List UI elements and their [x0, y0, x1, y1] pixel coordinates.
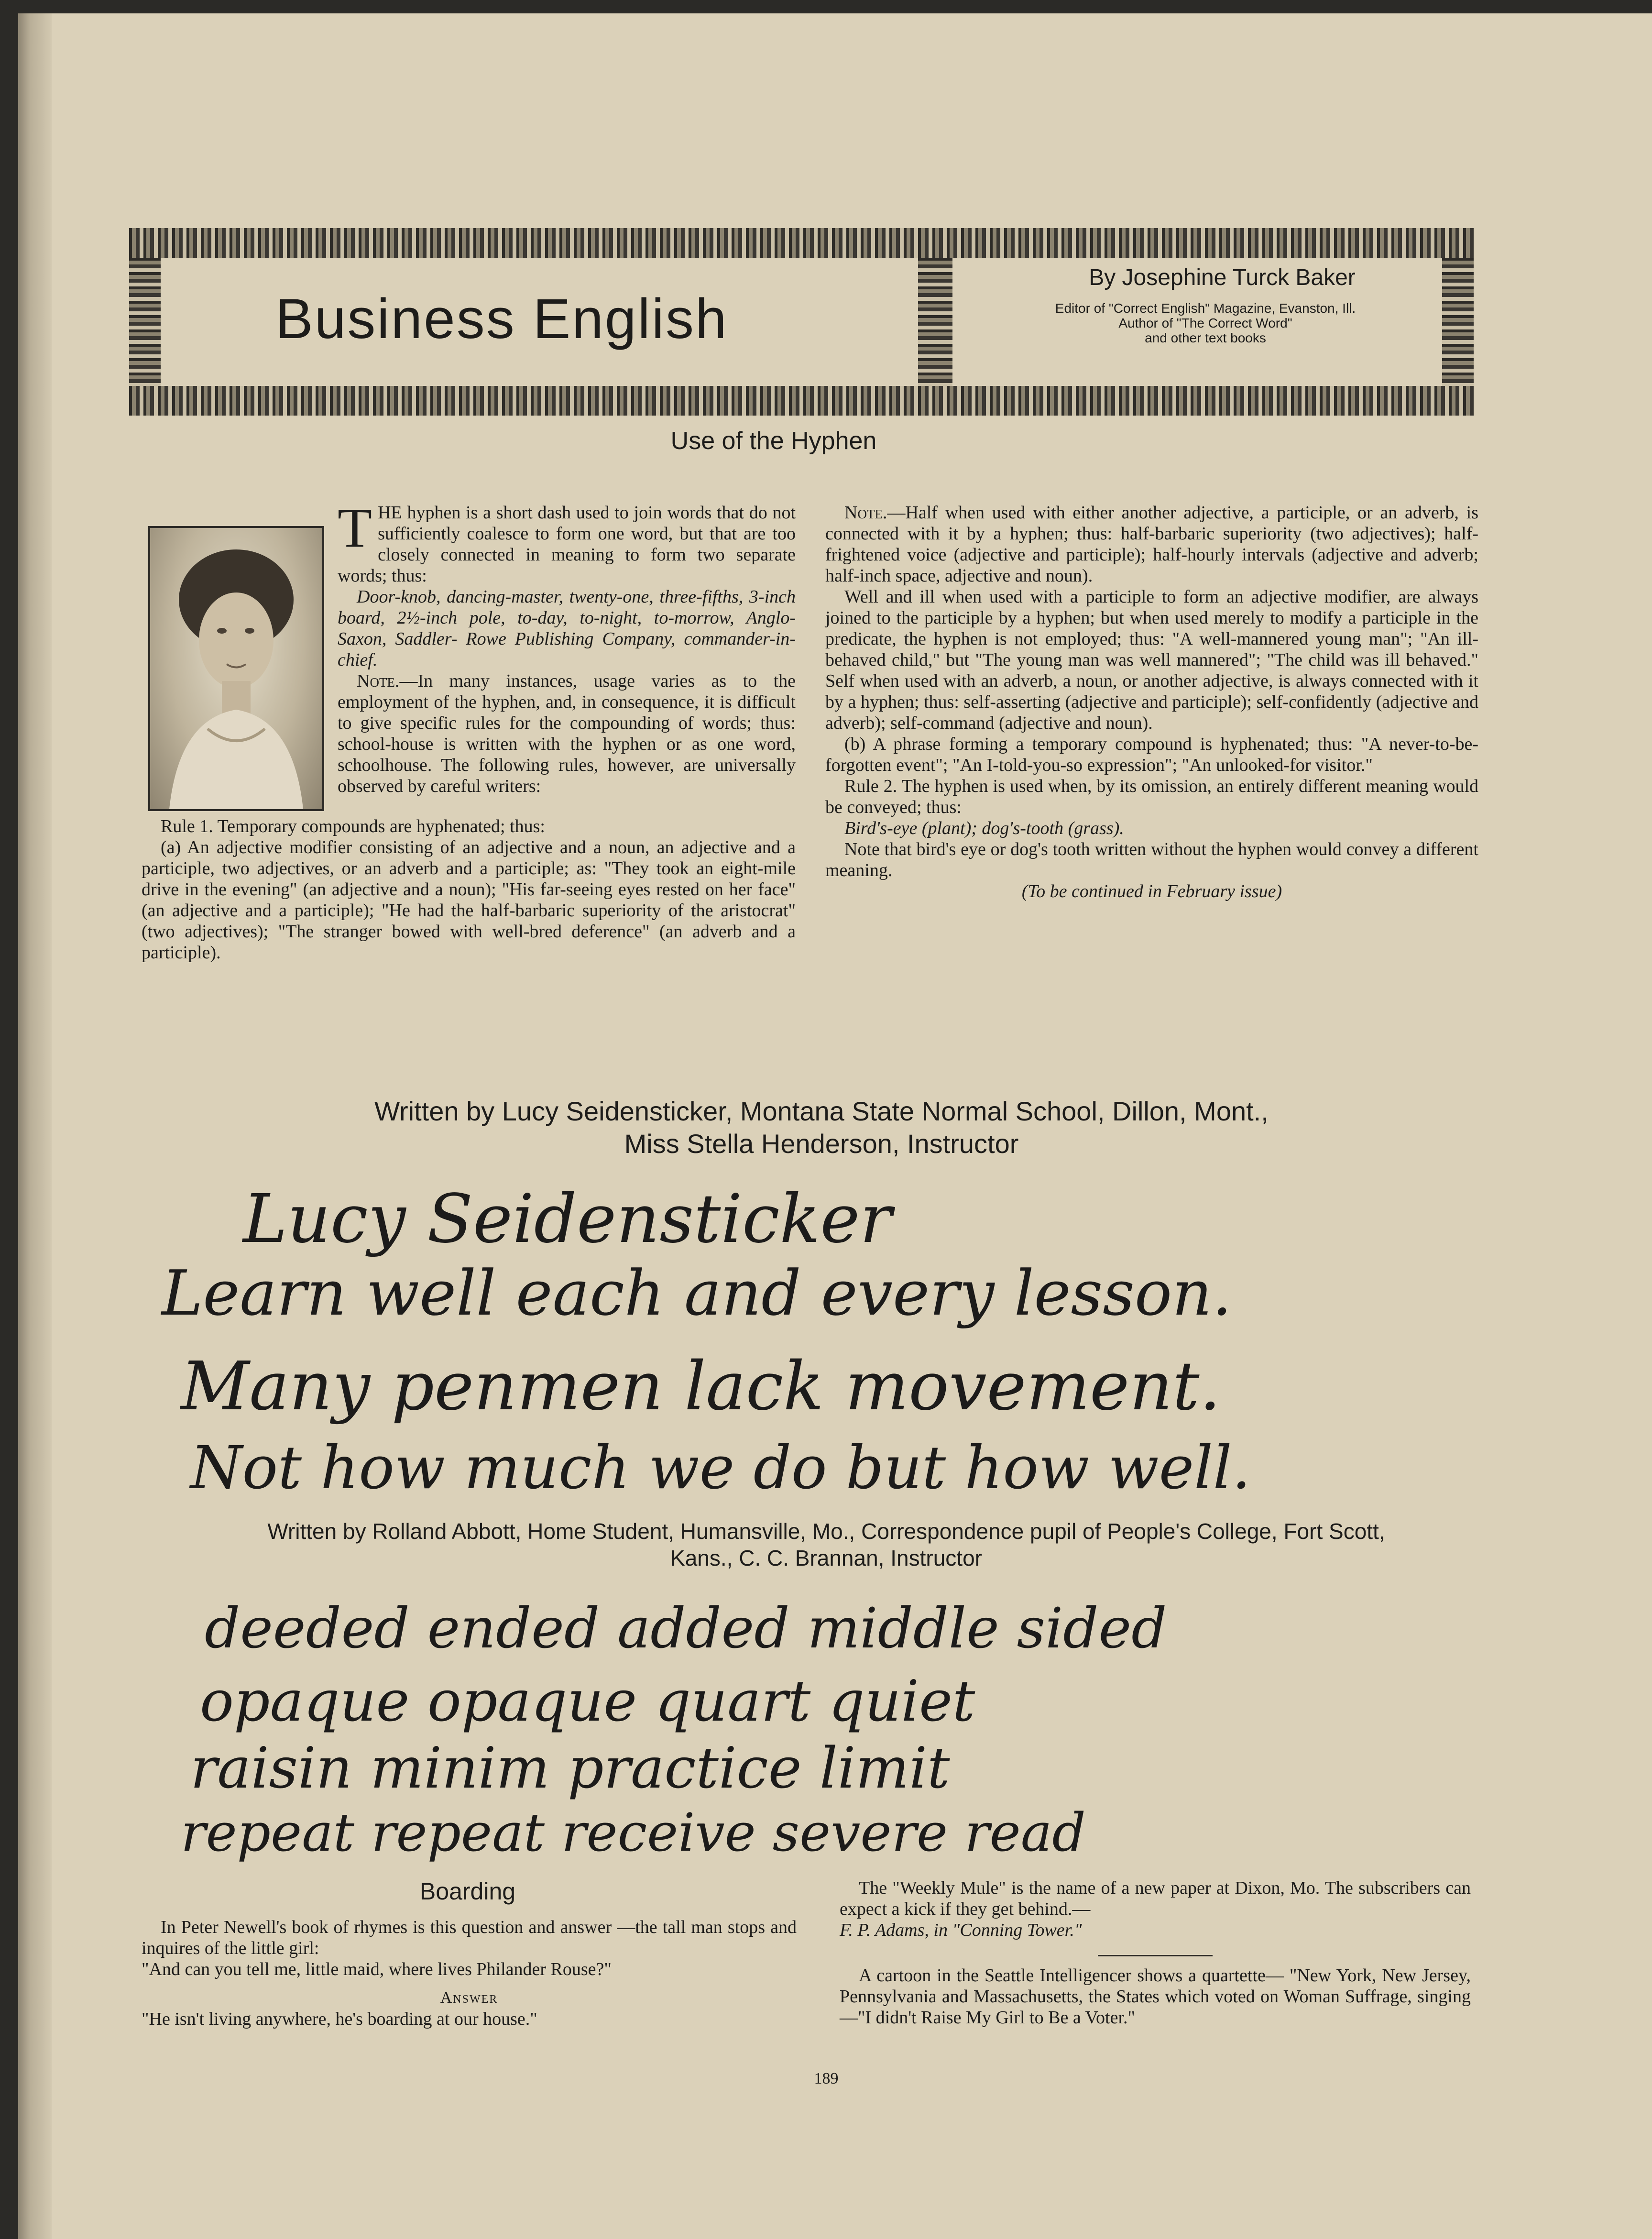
- handwriting-line: Not how much we do but how well.: [190, 1434, 1251, 1503]
- page-gutter-shadow: [18, 13, 52, 2239]
- note-label: Note.: [844, 503, 887, 523]
- masthead-content: [161, 258, 1442, 386]
- drop-cap: T: [338, 496, 372, 559]
- credit-line: Author of "The Correct Word": [1118, 316, 1292, 330]
- rule-2-note: Note that bird's eye or dog's tooth written without the hyphen would convey a different meaning.: [825, 839, 1478, 880]
- caption-line: Kans., C. C. Brannan, Instructor: [670, 1546, 982, 1570]
- answer-label-text: Answer: [440, 1989, 498, 2007]
- caption-line: Miss Stella Henderson, Instructor: [624, 1129, 1019, 1159]
- weekly-mule-joke: The "Weekly Mule" is the name of a new paper at Dixon, Mo. The subscribers can expect a kick if they get behind.—: [840, 1878, 1471, 1919]
- note-paragraph: [338, 670, 796, 797]
- rule-1: Rule 1. Temporary compounds are hyphenated; thus:: [161, 816, 545, 836]
- handwriting-line: Many penmen lack movement.: [181, 1348, 1221, 1426]
- intro-wrap: [142, 496, 796, 816]
- half-note-text: —Half when used with either another adjective, a participle, or an adverb, is connected with it by a hyphen; thus: half-barbaric superiority (two adjectives); half-frightened voice (adjective and participle); half-hourly intervals (adjective and adverb; half-inch space, adjective and noun).: [825, 503, 1478, 586]
- jokes-column: [840, 1877, 1471, 2028]
- handwriting-line: raisin minim practice limit: [190, 1735, 950, 1801]
- mule-credit-text: F. P. Adams, in "Conning Tower.": [840, 1920, 1082, 1940]
- boarding-answer: "He isn't living anywhere, he's boarding at our house.": [142, 2009, 537, 2029]
- credit-line: and other text books: [1145, 330, 1266, 345]
- ornament-border-top: [129, 228, 1474, 258]
- specimen-1-caption: [162, 1095, 1481, 1160]
- masthead-credits: [969, 301, 1442, 345]
- ornament-border-bottom: [129, 386, 1474, 416]
- left-column: [142, 496, 796, 963]
- masthead: [129, 228, 1474, 416]
- rule-2-example-text: Bird's-eye (plant); dog's-tooth (grass).: [844, 818, 1124, 838]
- note-text: —In many instances, usage varies as to the employment of the hyphen, and, in consequence, it is difficult to give specific rules for the compounding of words; thus: school-house is written with the hyphen or as one word, schoolhouse. The following rules, however, are universally observed by careful writers:: [338, 671, 796, 796]
- magazine-page: [18, 13, 1652, 2239]
- caption-line: Written by Lucy Seidensticker, Montana State Normal School, Dillon, Mont.,: [374, 1096, 1269, 1126]
- examples-paragraph: [338, 586, 796, 670]
- rule-1b: (b) A phrase forming a temporary compound is hyphenated; thus: "A never-to-be-forgotten event"; "An I-told-you-so expression"; "An unlooked-for visitor.": [825, 734, 1478, 775]
- answer-label: [142, 1987, 797, 2009]
- page-number: 189: [814, 2070, 839, 2087]
- section-title: Use of the Hyphen: [670, 427, 877, 455]
- half-note: [825, 502, 1478, 586]
- boarding-title: Boarding: [419, 1878, 516, 1905]
- note-label: Note.: [357, 671, 400, 691]
- boarding-intro: In Peter Newell's book of rhymes is this question and answer —the tall man stops and inquires of the little girl:: [142, 1917, 797, 1958]
- rule-2-example: [825, 818, 1478, 839]
- cartoon-joke: A cartoon in the Seattle Intelligencer shows a quartette— "New York, New Jersey, Pennsylvania and Massachusetts, the States which voted on Woman Suffrage, singing—"I didn't Raise My Girl to Be a Voter.": [840, 1965, 1471, 2028]
- rule-2: Rule 2. The hyphen is used when, by its omission, an entirely different meaning would be conveyed; thus:: [825, 776, 1478, 817]
- handwriting-line: Lucy Seidensticker: [243, 1180, 892, 1258]
- boarding-section: [142, 1917, 797, 2030]
- divider-rule: [1098, 1955, 1213, 1956]
- intro-paragraph: [338, 496, 796, 586]
- continued-note: [825, 881, 1478, 902]
- boarding-question: "And can you tell me, little maid, where lives Philander Rouse?": [142, 1959, 612, 1979]
- handwriting-line: deeded ended added middle sided: [205, 1596, 1167, 1661]
- masthead-byline: By Josephine Turck Baker: [1089, 265, 1356, 290]
- specimen-2-caption: [138, 1518, 1515, 1571]
- caption-line: Written by Rolland Abbott, Home Student, Humansville, Mo., Correspondence pupil of People's College, Fort Scott,: [267, 1519, 1385, 1544]
- handwriting-line: repeat repeat receive severe read: [181, 1802, 1086, 1863]
- continued-text: (To be continued in February issue): [1021, 881, 1282, 901]
- handwriting-line: Learn well each and every lesson.: [162, 1257, 1232, 1329]
- hyphen-examples: Door-knob, dancing-master, twenty-one, three-fifths, 3-inch board, 2½-inch pole, to-day, to-night, to-morrow, Anglo-Saxon, Saddler- Rowe Publishing Company, commander-in-chief.: [338, 587, 796, 670]
- intro-text: HE hyphen is a short dash used to join words that do not sufficiently coalesce to form one word, but that are too closely connected in meaning to form two separate words; thus:: [338, 503, 796, 586]
- ornament-border-left: [129, 258, 161, 386]
- rule-1a: (a) An adjective modifier consisting of an adjective and a noun, an adjective and a participle, two adjectives, or an adverb and a participle; as: "They took an eight-mile drive in the evening" (an adjective and a noun); "His far-seeing eyes rested on her face" (an adjective and a participle); "He had the half-barbaric superiority of the aristocrat" (two adjectives); "The stranger bowed with well-bred deference" (an adverb and a participle).: [142, 837, 796, 963]
- handwriting-line: opaque opaque quart quiet: [200, 1668, 975, 1734]
- masthead-title: Business English: [275, 287, 728, 351]
- credit-line: Editor of "Correct English" Magazine, Evanston, Ill.: [1055, 301, 1356, 316]
- right-column: [825, 502, 1478, 902]
- mule-credit: [840, 1920, 1471, 1941]
- ornament-border-right: [1442, 258, 1474, 386]
- well-ill-paragraph: Well and ill when used with a participle to form an adjective modifier, are always joined to the participle by a hyphen; but when used merely to modify a participle in the predicate, the hyphen is not employed; thus: "A well-mannered young man"; "An ill-behaved child," but "The young man was well mannered"; "The child was ill behaved." Self when used with an adverb, a noun, or another adjective, is always connected with it by a hyphen; thus: self-asserting (adjective and participle); self-confidently (adjective and adverb); self-command (adjective and noun).: [825, 587, 1478, 733]
